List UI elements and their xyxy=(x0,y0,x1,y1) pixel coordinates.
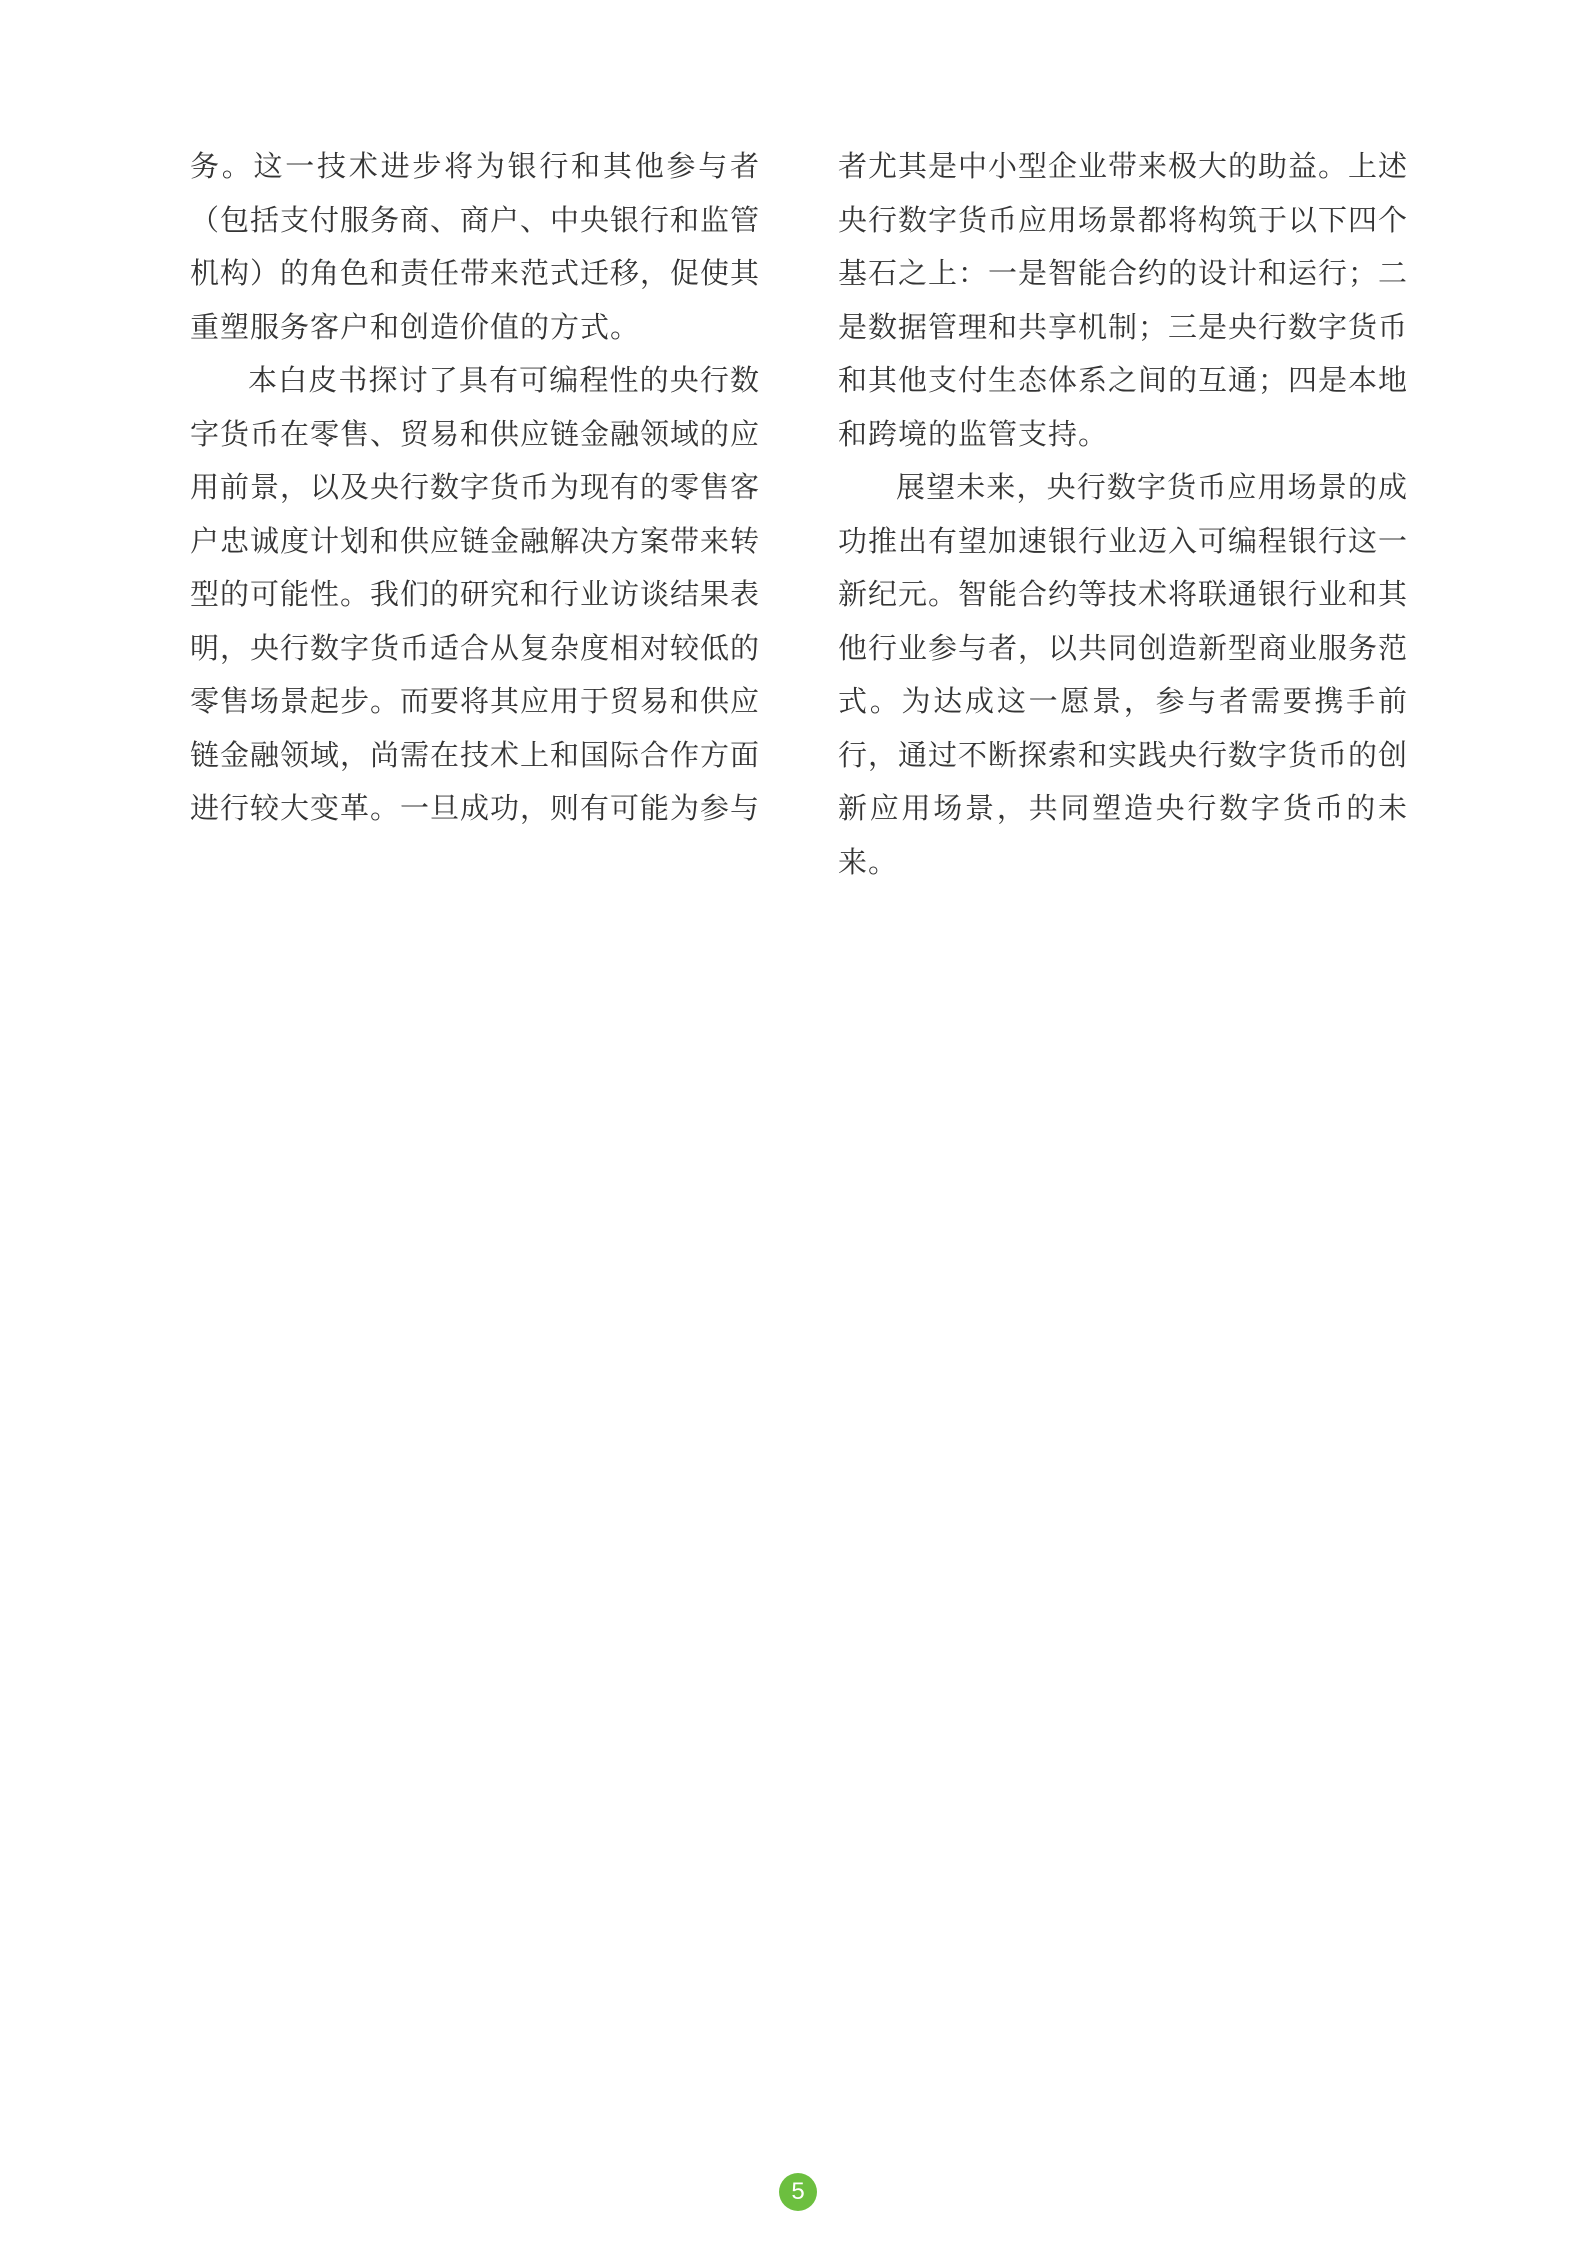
right-paragraph-1: 者尤其是中小型企业带来极大的助益。上述央行数字货币应用场景都将构筑于以下四个基石之上：一是智能合约的设计和运行；二是数据管理和共享机制；三是央行数字货币和其他支付生态体系之间的互通；四是本地和跨境的监管支持。 xyxy=(838,149,1409,451)
right-paragraph-2: 展望未来，央行数字货币应用场景的成功推出有望加速银行业迈入可编程银行这一新纪元。智能合约等技术将联通银行业和其他行业参与者，以共同创造新型商业服务范式。为达成这一愿景，参与者需要携手前行，通过不断探索和实践央行数字货币的创新应用场景，共同塑造央行数字货币的未来。 xyxy=(838,470,1409,879)
right-column xyxy=(838,140,1408,889)
left-paragraph-1: 务。这一技术进步将为银行和其他参与者（包括支付服务商、商户、中央银行和监管机构）的角色和责任带来范式迁移，促使其重塑服务客户和创造价值的方式。 xyxy=(190,149,761,344)
left-column xyxy=(190,140,760,836)
page-number-badge: 5 xyxy=(779,2173,817,2211)
left-paragraph-2: 本白皮书探讨了具有可编程性的央行数字货币在零售、贸易和供应链金融领域的应用前景，以及央行数字货币为现有的零售客户忠诚度计划和供应链金融解决方案带来转型的可能性。我们的研究和行业访谈结果表明，央行数字货币适合从复杂度相对较低的零售场景起步。而要将其应用于贸易和供应链金融领域，尚需在技术上和国际合作方面进行较大变革。一旦成功，则有可能为参与 xyxy=(190,363,761,825)
